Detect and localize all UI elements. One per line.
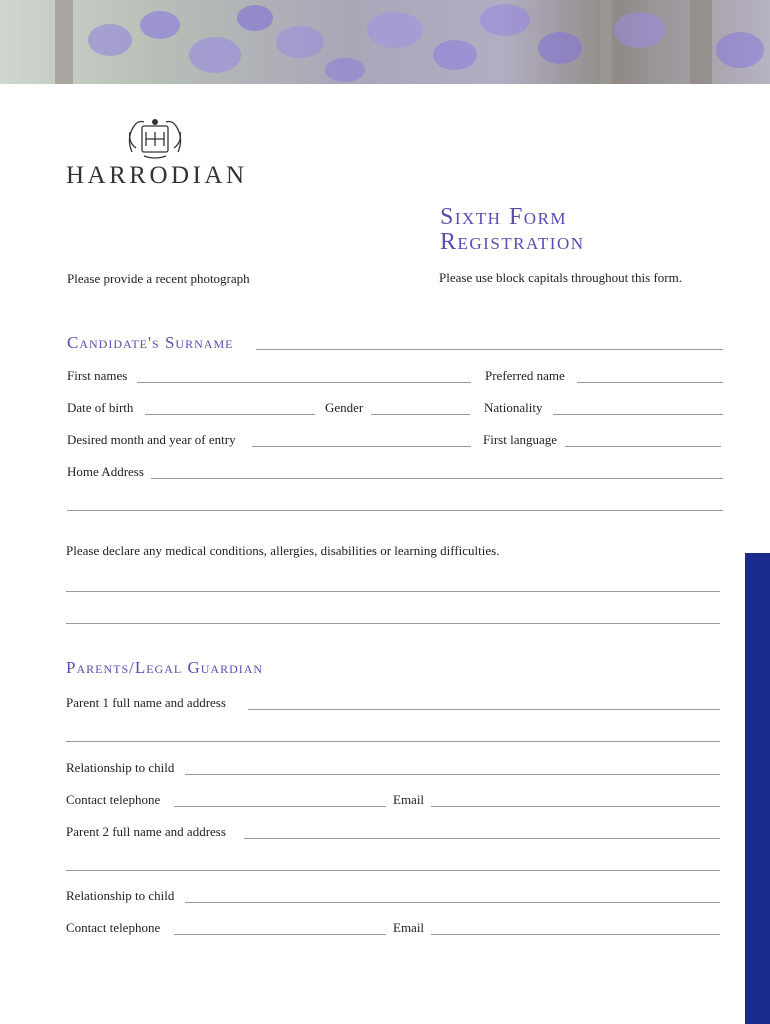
first-language-label: First language — [483, 432, 558, 447]
first-names-field[interactable] — [137, 382, 471, 383]
title-line-2: Registration — [440, 229, 585, 255]
date-of-birth-field[interactable] — [145, 414, 315, 415]
parents-heading: Parents/Legal Guardian — [66, 658, 264, 677]
medical-label: Please declare any medical conditions, allergies, disabilities or learning difficulties. — [66, 543, 500, 558]
relationship2-field[interactable] — [185, 902, 720, 903]
parent1-address-field[interactable] — [66, 741, 720, 742]
lavender-photo — [0, 0, 770, 84]
preferred-name-field[interactable] — [577, 382, 723, 383]
surname-field[interactable] — [256, 349, 723, 350]
first-language-field[interactable] — [565, 446, 721, 447]
relationship1-label: Relationship to child — [66, 760, 175, 775]
first-names-label: First names — [67, 368, 128, 383]
home-address-field-line-2[interactable] — [67, 510, 723, 511]
medical-field[interactable] — [66, 591, 720, 592]
email1-field[interactable] — [431, 806, 720, 807]
contact1-label: Contact telephone — [66, 792, 161, 807]
nationality-field[interactable] — [553, 414, 723, 415]
contact2-field[interactable] — [174, 934, 386, 935]
contact2-label: Contact telephone — [66, 920, 161, 935]
gender-label: Gender — [325, 400, 364, 415]
title-line-1: Sixth Form — [440, 204, 568, 230]
email1-label: Email — [393, 792, 425, 807]
parent2-name-field[interactable] — [244, 838, 720, 839]
candidate-surname-label: Candidate's Surname — [67, 333, 234, 352]
parent1-name-label: Parent 1 full name and address — [66, 695, 226, 710]
gender-field[interactable] — [371, 414, 470, 415]
medical-field-line-2[interactable] — [66, 623, 720, 624]
header-banner-image — [0, 0, 770, 84]
brand-name: HARRODIAN — [66, 162, 248, 189]
parent2-address-field[interactable] — [66, 870, 720, 871]
photo-note: Please provide a recent photograph — [67, 271, 250, 286]
email2-field[interactable] — [431, 934, 720, 935]
home-address-label: Home Address — [67, 464, 144, 479]
home-address-field[interactable] — [151, 478, 723, 479]
side-accent-bar — [745, 553, 770, 1024]
relationship2-label: Relationship to child — [66, 888, 175, 903]
form-title — [440, 205, 585, 255]
parent2-name-label: Parent 2 full name and address — [66, 824, 226, 839]
desired-entry-label: Desired month and year of entry — [67, 432, 236, 447]
nationality-label: Nationality — [484, 400, 543, 415]
email2-label: Email — [393, 920, 425, 935]
parent1-name-field[interactable] — [248, 709, 720, 710]
date-of-birth-label: Date of birth — [67, 400, 134, 415]
contact1-field[interactable] — [174, 806, 386, 807]
relationship1-field[interactable] — [185, 774, 720, 775]
capitals-note: Please use block capitals throughout this form. — [439, 270, 682, 285]
desired-entry-field[interactable] — [252, 446, 471, 447]
preferred-name-label: Preferred name — [485, 368, 565, 383]
